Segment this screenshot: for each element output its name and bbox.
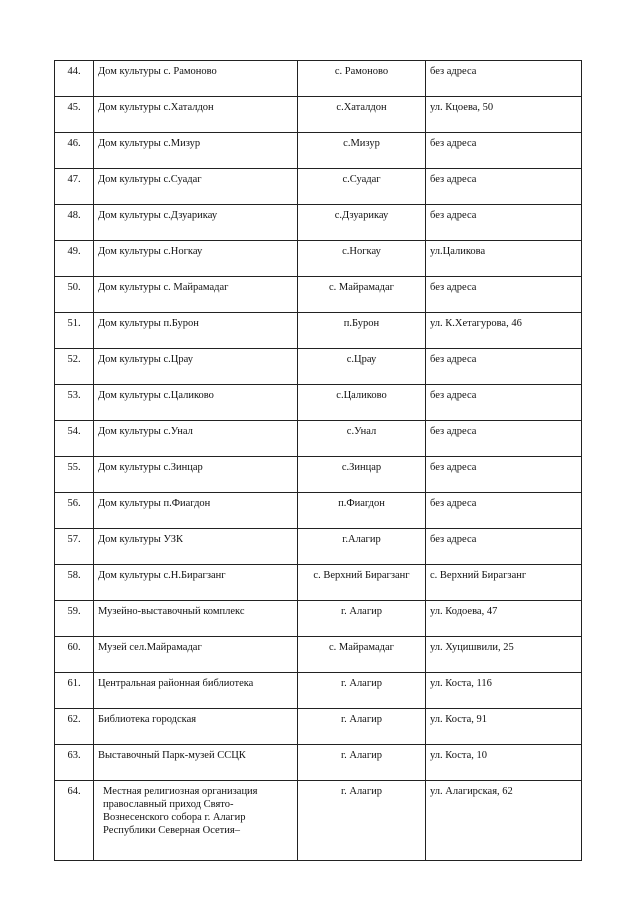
settlement: с.Хаталдон [298, 97, 426, 133]
row-number: 58. [55, 565, 94, 601]
row-number: 52. [55, 349, 94, 385]
settlement: с.Црау [298, 349, 426, 385]
settlement: с.Мизур [298, 133, 426, 169]
table-row [55, 637, 582, 673]
table-row [55, 421, 582, 457]
object-name: Дом культуры п.Бурон [94, 313, 298, 349]
table-row [55, 349, 582, 385]
table-row [55, 97, 582, 133]
row-number: 51. [55, 313, 94, 349]
row-number: 50. [55, 277, 94, 313]
object-name: Дом культуры с.Суадаг [94, 169, 298, 205]
address: ул. Алагирская, 62 [426, 781, 582, 861]
object-name: Музейно-выставочный комплекс [94, 601, 298, 637]
settlement: с. Майрамадаг [298, 277, 426, 313]
object-name: Дом культуры п.Фиагдон [94, 493, 298, 529]
settlement: с.Цаликово [298, 385, 426, 421]
address: ул. Хуцишвили, 25 [426, 637, 582, 673]
row-number: 47. [55, 169, 94, 205]
row-number: 55. [55, 457, 94, 493]
settlement: с. Рамоново [298, 61, 426, 97]
settlement: с.Суадаг [298, 169, 426, 205]
table-row [55, 529, 582, 565]
table-row [55, 493, 582, 529]
settlement: г. Алагир [298, 673, 426, 709]
address: без адреса [426, 385, 582, 421]
address: ул. Коста, 91 [426, 709, 582, 745]
table-row [55, 673, 582, 709]
table-row [55, 277, 582, 313]
row-number: 61. [55, 673, 94, 709]
table-row [55, 61, 582, 97]
settlement: с. Верхний Бирагзанг [298, 565, 426, 601]
row-number: 57. [55, 529, 94, 565]
settlement: с. Майрамадаг [298, 637, 426, 673]
address: без адреса [426, 493, 582, 529]
object-name: Библиотека городская [94, 709, 298, 745]
table-row [55, 565, 582, 601]
settlement: г. Алагир [298, 601, 426, 637]
table-row [55, 205, 582, 241]
address: ул. Коста, 116 [426, 673, 582, 709]
object-name: Дом культуры с.Црау [94, 349, 298, 385]
object-name: Дом культуры с.Цаликово [94, 385, 298, 421]
object-name: Музей сел.Майрамадаг [94, 637, 298, 673]
row-number: 49. [55, 241, 94, 277]
object-name: Дом культуры с.Зинцар [94, 457, 298, 493]
table-row [55, 745, 582, 781]
row-number: 56. [55, 493, 94, 529]
table-row [55, 241, 582, 277]
table-row [55, 313, 582, 349]
settlement: п.Бурон [298, 313, 426, 349]
object-name [94, 781, 298, 861]
address: ул. К.Хетагурова, 46 [426, 313, 582, 349]
address: ул. Кцоева, 50 [426, 97, 582, 133]
row-number: 63. [55, 745, 94, 781]
object-name-line: православный приход Свято- [103, 799, 234, 810]
object-name: Дом культуры с.Ногкау [94, 241, 298, 277]
row-number: 59. [55, 601, 94, 637]
settlement: г.Алагир [298, 529, 426, 565]
address: без адреса [426, 457, 582, 493]
row-number: 46. [55, 133, 94, 169]
address: без адреса [426, 277, 582, 313]
row-number: 53. [55, 385, 94, 421]
table-row [55, 385, 582, 421]
object-name-line: Республики Северная Осетия– [103, 825, 240, 836]
row-number: 64. [55, 781, 94, 861]
address: без адреса [426, 205, 582, 241]
address: ул. Коста, 10 [426, 745, 582, 781]
table-body [55, 61, 582, 861]
address: без адреса [426, 349, 582, 385]
settlement: с.Ногкау [298, 241, 426, 277]
object-name: Дом культуры УЗК [94, 529, 298, 565]
row-number: 45. [55, 97, 94, 133]
object-name: Дом культуры с. Майрамадаг [94, 277, 298, 313]
object-name: Дом культуры с.Мизур [94, 133, 298, 169]
object-name: Дом культуры с.Дзуарикау [94, 205, 298, 241]
row-number: 62. [55, 709, 94, 745]
address: без адреса [426, 169, 582, 205]
settlement: с.Зинцар [298, 457, 426, 493]
object-name-line: Местная религиозная организация [103, 786, 258, 797]
settlement: с.Унал [298, 421, 426, 457]
object-name-line: Вознесенского собора г. Алагир [103, 812, 246, 823]
settlement: г. Алагир [298, 745, 426, 781]
object-name: Дом культуры с.Хаталдон [94, 97, 298, 133]
object-name: Центральная районная библиотека [94, 673, 298, 709]
address: без адреса [426, 421, 582, 457]
row-number: 60. [55, 637, 94, 673]
object-name: Дом культуры с.Н.Бирагзанг [94, 565, 298, 601]
objects-table [54, 60, 582, 861]
table-row [55, 709, 582, 745]
row-number: 44. [55, 61, 94, 97]
table-row [55, 601, 582, 637]
object-name: Дом культуры с. Рамоново [94, 61, 298, 97]
settlement: п.Фиагдон [298, 493, 426, 529]
table-row [55, 169, 582, 205]
object-name: Выставочный Парк-музей ССЦК [94, 745, 298, 781]
table-row [55, 133, 582, 169]
address: без адреса [426, 529, 582, 565]
row-number: 54. [55, 421, 94, 457]
address: без адреса [426, 61, 582, 97]
settlement: г. Алагир [298, 781, 426, 861]
address: ул.Цаликова [426, 241, 582, 277]
object-name: Дом культуры с.Унал [94, 421, 298, 457]
address: без адреса [426, 133, 582, 169]
table-row-64 [55, 781, 582, 861]
address: ул. Кодоева, 47 [426, 601, 582, 637]
table-row [55, 457, 582, 493]
settlement: г. Алагир [298, 709, 426, 745]
address: с. Верхний Бирагзанг [426, 565, 582, 601]
row-number: 48. [55, 205, 94, 241]
settlement: с.Дзуарикау [298, 205, 426, 241]
